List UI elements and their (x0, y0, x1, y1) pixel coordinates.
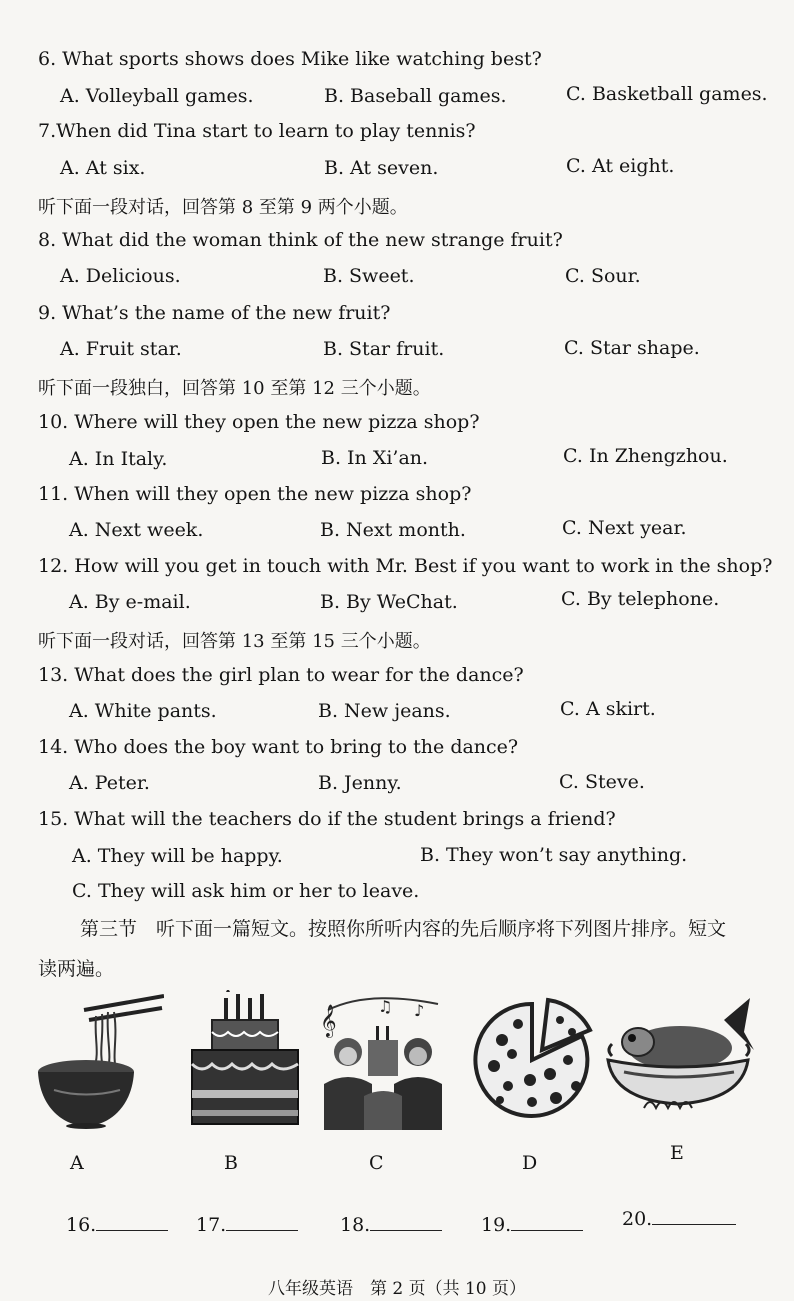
answer-blank[interactable] (511, 1212, 583, 1231)
birthday-cake-icon (182, 990, 312, 1130)
question-13: 13. What does the girl plan to wear for the dance? (38, 664, 524, 686)
option-7c: C. At eight. (566, 155, 675, 177)
picture-label-e: E (670, 1142, 684, 1164)
picture-label-b: B (224, 1152, 238, 1174)
answer-20[interactable] (622, 1206, 736, 1230)
answer-number: 18. (340, 1214, 371, 1236)
answer-number: 19. (481, 1214, 512, 1236)
option-6b: B. Baseball games. (324, 85, 507, 107)
svg-text:♫: ♫ (378, 997, 393, 1016)
option-15c: C. They will ask him or her to leave. (72, 880, 420, 902)
question-15: 15. What will the teachers do if the student brings a friend? (38, 808, 616, 830)
option-15a: A. They will be happy. (72, 845, 283, 867)
question-7: 7.When did Tina start to learn to play tennis? (38, 120, 476, 142)
answer-blank[interactable] (652, 1206, 736, 1225)
option-11b: B. Next month. (320, 519, 466, 541)
option-14a: A. Peter. (69, 772, 150, 794)
answer-18[interactable] (340, 1212, 442, 1236)
question-10: 10. Where will they open the new pizza shop? (38, 411, 480, 433)
option-6a: A. Volleyball games. (60, 85, 254, 107)
answer-17[interactable] (196, 1212, 298, 1236)
option-13b: B. New jeans. (318, 700, 451, 722)
option-10b: B. In Xi’an. (321, 447, 429, 469)
option-7b: B. At seven. (324, 157, 439, 179)
section3-instruction-line1: 第三节 听下面一篇短文。按照你所听内容的先后顺序将下列图片排序。短文 (80, 918, 727, 940)
picture-label-c: C (369, 1152, 384, 1174)
question-14: 14. Who does the boy want to bring to the dance? (38, 736, 519, 758)
pizza-icon (472, 990, 602, 1130)
instruction-8-9: 听下面一段对话，回答第 8 至第 9 两个小题。 (38, 197, 408, 218)
picture-label-a: A (70, 1152, 84, 1174)
answer-blank[interactable] (370, 1212, 442, 1231)
party-people-icon (318, 990, 448, 1130)
answer-blank[interactable] (226, 1212, 298, 1231)
question-9: 9. What’s the name of the new fruit? (38, 302, 391, 324)
svg-text:♪: ♪ (414, 1001, 425, 1020)
option-14b: B. Jenny. (318, 772, 402, 794)
fish-soup-icon (604, 990, 754, 1130)
option-12a: A. By e-mail. (69, 591, 191, 613)
option-8b: B. Sweet. (323, 265, 415, 287)
option-10a: A. In Italy. (69, 448, 168, 470)
page-footer: 八年级英语 第 2 页（共 10 页） (267, 1279, 527, 1299)
option-9a: A. Fruit star. (60, 338, 182, 360)
option-6c: C. Basketball games. (566, 83, 768, 105)
option-8c: C. Sour. (565, 265, 641, 287)
question-8: 8. What did the woman think of the new strange fruit? (38, 229, 563, 251)
option-11c: C. Next year. (562, 517, 687, 539)
option-9b: B. Star fruit. (323, 338, 445, 360)
svg-text:𝄞: 𝄞 (320, 1004, 337, 1037)
option-10c: C. In Zhengzhou. (563, 445, 728, 467)
noodle-bowl-icon (34, 990, 164, 1130)
option-13c: C. A skirt. (560, 698, 656, 720)
answer-number: 16. (66, 1214, 97, 1236)
answer-number: 20. (622, 1208, 653, 1230)
answer-19[interactable] (481, 1212, 583, 1236)
option-7a: A. At six. (60, 157, 146, 179)
instruction-10-12: 听下面一段独白，回答第 10 至第 12 三个小题。 (38, 378, 431, 399)
answer-blank[interactable] (96, 1212, 168, 1231)
option-12b: B. By WeChat. (320, 591, 458, 613)
question-6: 6. What sports shows does Mike like watching best? (38, 48, 542, 70)
section3-instruction-line2: 读两遍。 (38, 958, 115, 980)
option-12c: C. By telephone. (561, 588, 720, 610)
picture-label-d: D (522, 1152, 538, 1174)
answer-16[interactable] (66, 1212, 168, 1236)
option-15b: B. They won’t say anything. (420, 844, 688, 866)
instruction-13-15: 听下面一段对话，回答第 13 至第 15 三个小题。 (38, 631, 431, 652)
answer-number: 17. (196, 1214, 227, 1236)
option-9c: C. Star shape. (564, 337, 700, 359)
option-11a: A. Next week. (69, 519, 204, 541)
option-8a: A. Delicious. (60, 265, 181, 287)
question-11: 11. When will they open the new pizza shop? (38, 483, 472, 505)
question-12: 12. How will you get in touch with Mr. Best if you want to work in the shop? (38, 555, 773, 577)
option-13a: A. White pants. (69, 700, 217, 722)
option-14c: C. Steve. (559, 771, 645, 793)
